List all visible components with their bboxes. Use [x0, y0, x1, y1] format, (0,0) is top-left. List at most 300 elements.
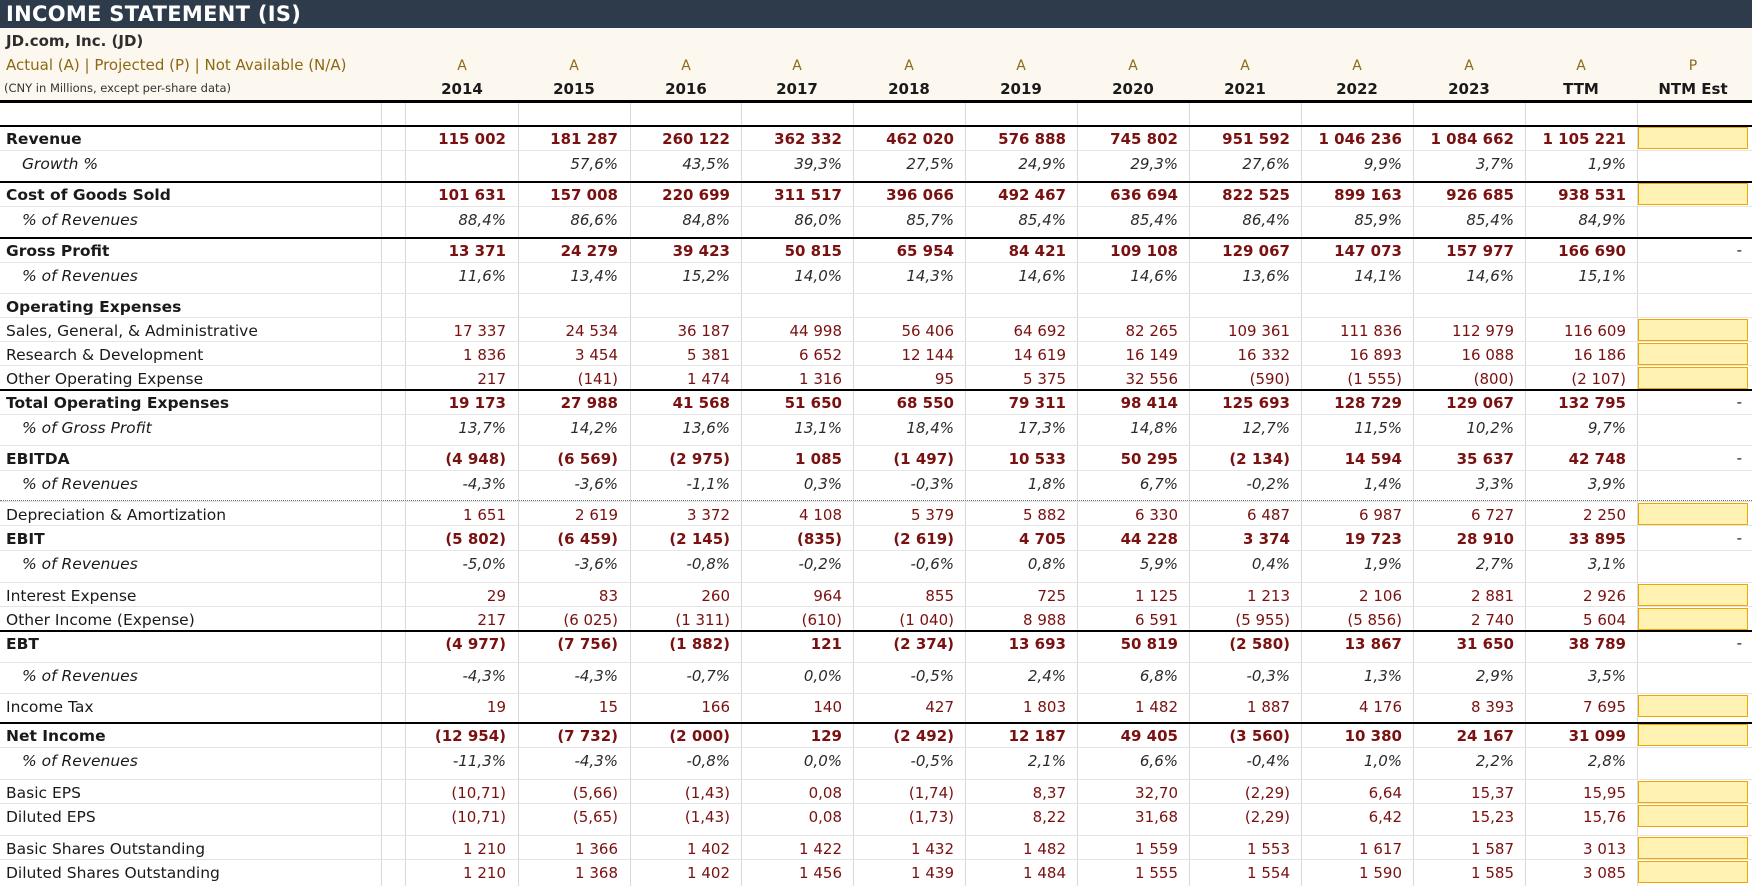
- table-cell[interactable]: (2 374): [893, 635, 954, 653]
- table-cell[interactable]: (610): [801, 611, 842, 629]
- table-cell[interactable]: 15,2%: [682, 267, 730, 285]
- table-cell[interactable]: (5 955): [1235, 611, 1290, 629]
- table-cell[interactable]: 3,1%: [1587, 555, 1626, 573]
- ntm-estimate-input[interactable]: [1638, 503, 1748, 525]
- table-cell[interactable]: 32 556: [1125, 370, 1178, 388]
- table-cell[interactable]: 3,3%: [1475, 475, 1514, 493]
- table-cell[interactable]: 14,6%: [1466, 267, 1514, 285]
- table-cell[interactable]: 65 954: [896, 242, 954, 260]
- table-cell[interactable]: 1 366: [575, 840, 618, 858]
- table-cell[interactable]: 85,7%: [906, 211, 954, 229]
- table-cell[interactable]: (6 569): [557, 450, 618, 468]
- table-cell[interactable]: 1 482: [1023, 840, 1066, 858]
- table-cell[interactable]: 44 998: [789, 322, 842, 340]
- table-cell[interactable]: 6,8%: [1139, 667, 1178, 685]
- table-cell[interactable]: 6,7%: [1139, 475, 1178, 493]
- table-cell[interactable]: 16 186: [1573, 346, 1626, 364]
- table-cell[interactable]: 964: [813, 587, 842, 605]
- table-cell[interactable]: 27,5%: [906, 155, 954, 173]
- table-cell[interactable]: 166: [701, 698, 730, 716]
- table-cell[interactable]: 24 534: [565, 322, 618, 340]
- table-cell[interactable]: (4 948): [445, 450, 506, 468]
- table-cell[interactable]: -0,2%: [798, 555, 842, 573]
- table-cell[interactable]: 49 405: [1120, 727, 1178, 745]
- table-cell[interactable]: -5,0%: [462, 555, 506, 573]
- table-cell[interactable]: 3,7%: [1475, 155, 1514, 173]
- table-cell[interactable]: 2 740: [1471, 611, 1514, 629]
- table-cell[interactable]: 7 695: [1583, 698, 1626, 716]
- table-cell[interactable]: 31 099: [1568, 727, 1626, 745]
- table-cell[interactable]: 1,9%: [1587, 155, 1626, 173]
- table-cell[interactable]: 15,23: [1471, 808, 1514, 826]
- table-cell[interactable]: 16 893: [1349, 346, 1402, 364]
- table-cell[interactable]: 86,4%: [1242, 211, 1290, 229]
- table-cell[interactable]: (10,71): [451, 808, 506, 826]
- table-cell[interactable]: 50 295: [1120, 450, 1178, 468]
- table-cell[interactable]: 56 406: [901, 322, 954, 340]
- table-cell[interactable]: 725: [1037, 587, 1066, 605]
- table-cell[interactable]: 1 617: [1359, 840, 1402, 858]
- table-cell[interactable]: 50 819: [1120, 635, 1178, 653]
- table-cell[interactable]: 6 330: [1135, 506, 1178, 524]
- table-cell[interactable]: 822 525: [1222, 186, 1290, 204]
- table-cell[interactable]: (2,29): [1244, 808, 1290, 826]
- table-cell[interactable]: -0,5%: [910, 752, 954, 770]
- table-cell[interactable]: 2,4%: [1027, 667, 1066, 685]
- table-cell[interactable]: 121: [810, 635, 842, 653]
- table-cell[interactable]: 15,76: [1583, 808, 1626, 826]
- table-cell[interactable]: 217: [477, 370, 506, 388]
- table-cell[interactable]: 24 167: [1456, 727, 1514, 745]
- table-cell[interactable]: 311 517: [774, 186, 842, 204]
- table-cell[interactable]: 50 815: [784, 242, 842, 260]
- table-cell[interactable]: 8,22: [1032, 808, 1066, 826]
- table-cell[interactable]: 6 987: [1359, 506, 1402, 524]
- table-cell[interactable]: 35 637: [1456, 450, 1514, 468]
- table-cell[interactable]: 1 803: [1023, 698, 1066, 716]
- table-cell[interactable]: -4,3%: [462, 475, 506, 493]
- table-cell[interactable]: 1 439: [911, 864, 954, 882]
- table-cell[interactable]: 10 380: [1344, 727, 1402, 745]
- table-cell[interactable]: 57,6%: [570, 155, 618, 173]
- table-cell[interactable]: 10,2%: [1466, 419, 1514, 437]
- table-cell[interactable]: 3 085: [1583, 864, 1626, 882]
- table-cell[interactable]: (5 856): [1347, 611, 1402, 629]
- table-cell[interactable]: 2,2%: [1475, 752, 1514, 770]
- table-cell[interactable]: 68 550: [896, 394, 954, 412]
- table-cell[interactable]: (2 492): [893, 727, 954, 745]
- ntm-estimate-input[interactable]: [1638, 367, 1748, 389]
- table-cell[interactable]: -3,6%: [574, 555, 618, 573]
- table-cell[interactable]: 1 432: [911, 840, 954, 858]
- table-cell[interactable]: 5 379: [911, 506, 954, 524]
- table-cell[interactable]: 1 836: [463, 346, 506, 364]
- table-cell[interactable]: 1 368: [575, 864, 618, 882]
- table-cell[interactable]: (4 977): [445, 635, 506, 653]
- table-cell[interactable]: 84,9%: [1578, 211, 1626, 229]
- table-cell[interactable]: 2 250: [1583, 506, 1626, 524]
- table-cell[interactable]: 0,0%: [803, 667, 842, 685]
- table-cell[interactable]: -11,3%: [452, 752, 506, 770]
- table-cell[interactable]: 101 631: [438, 186, 506, 204]
- table-cell[interactable]: 147 073: [1334, 242, 1402, 260]
- table-cell[interactable]: 1,3%: [1363, 667, 1402, 685]
- ntm-estimate-input[interactable]: [1638, 127, 1748, 149]
- table-cell[interactable]: 3 374: [1243, 530, 1290, 548]
- table-cell[interactable]: 98 414: [1120, 394, 1178, 412]
- table-cell[interactable]: 2 619: [575, 506, 618, 524]
- table-cell[interactable]: (1 311): [675, 611, 730, 629]
- table-cell[interactable]: (10,71): [451, 784, 506, 802]
- table-cell[interactable]: 951 592: [1222, 130, 1290, 148]
- table-cell[interactable]: 27 988: [560, 394, 618, 412]
- table-cell[interactable]: 13 371: [448, 242, 506, 260]
- table-cell[interactable]: 29: [486, 587, 506, 605]
- table-cell[interactable]: 6,6%: [1139, 752, 1178, 770]
- table-cell[interactable]: -0,6%: [910, 555, 954, 573]
- table-cell[interactable]: 16 088: [1461, 346, 1514, 364]
- ntm-estimate-input[interactable]: [1638, 695, 1748, 717]
- ntm-estimate-input[interactable]: [1638, 805, 1748, 827]
- ntm-estimate-input[interactable]: [1638, 781, 1748, 803]
- table-cell[interactable]: 82 265: [1125, 322, 1178, 340]
- table-cell[interactable]: 41 568: [672, 394, 730, 412]
- table-cell[interactable]: 3 372: [687, 506, 730, 524]
- table-cell[interactable]: 51 650: [784, 394, 842, 412]
- table-cell[interactable]: (1 555): [1347, 370, 1402, 388]
- table-cell[interactable]: 5 882: [1023, 506, 1066, 524]
- table-cell[interactable]: 64 692: [1013, 322, 1066, 340]
- table-cell[interactable]: 19 173: [448, 394, 506, 412]
- table-cell[interactable]: (6 025): [563, 611, 618, 629]
- table-cell[interactable]: 15,37: [1471, 784, 1514, 802]
- table-cell[interactable]: 39,3%: [794, 155, 842, 173]
- table-cell[interactable]: 13,6%: [682, 419, 730, 437]
- table-cell[interactable]: (800): [1473, 370, 1514, 388]
- table-cell[interactable]: 17 337: [453, 322, 506, 340]
- table-cell[interactable]: (1 497): [893, 450, 954, 468]
- table-cell[interactable]: 16 149: [1125, 346, 1178, 364]
- table-cell[interactable]: (1,43): [684, 784, 730, 802]
- table-cell[interactable]: 0,08: [808, 808, 842, 826]
- table-cell[interactable]: 12 144: [901, 346, 954, 364]
- table-cell[interactable]: 14,6%: [1018, 267, 1066, 285]
- table-cell[interactable]: 2,9%: [1475, 667, 1514, 685]
- table-cell[interactable]: (6 459): [557, 530, 618, 548]
- table-cell[interactable]: (2 107): [1571, 370, 1626, 388]
- table-cell[interactable]: 115 002: [438, 130, 506, 148]
- table-cell[interactable]: 85,4%: [1466, 211, 1514, 229]
- table-cell[interactable]: 3 454: [575, 346, 618, 364]
- table-cell[interactable]: 12 187: [1008, 727, 1066, 745]
- table-cell[interactable]: 86,6%: [570, 211, 618, 229]
- table-cell[interactable]: 15: [598, 698, 618, 716]
- table-cell[interactable]: 5 604: [1583, 611, 1626, 629]
- table-cell[interactable]: 39 423: [672, 242, 730, 260]
- table-cell[interactable]: 9,7%: [1587, 419, 1626, 437]
- table-cell[interactable]: (2 145): [669, 530, 730, 548]
- table-cell[interactable]: 1 316: [799, 370, 842, 388]
- table-cell[interactable]: 3,5%: [1587, 667, 1626, 685]
- table-cell[interactable]: -0,5%: [910, 667, 954, 685]
- table-cell[interactable]: 109 361: [1227, 322, 1290, 340]
- ntm-estimate-input[interactable]: [1638, 343, 1748, 365]
- table-cell[interactable]: 16 332: [1237, 346, 1290, 364]
- table-cell[interactable]: 13,1%: [794, 419, 842, 437]
- table-cell[interactable]: 11,6%: [458, 267, 506, 285]
- table-cell[interactable]: 6 727: [1471, 506, 1514, 524]
- table-cell[interactable]: 1 553: [1247, 840, 1290, 858]
- table-cell[interactable]: 31,68: [1135, 808, 1178, 826]
- table-cell[interactable]: 95: [934, 370, 954, 388]
- table-cell[interactable]: 5 375: [1023, 370, 1066, 388]
- table-cell[interactable]: 938 531: [1558, 186, 1626, 204]
- table-cell[interactable]: -1,1%: [686, 475, 730, 493]
- table-cell[interactable]: (5,65): [572, 808, 618, 826]
- table-cell[interactable]: (5,66): [572, 784, 618, 802]
- table-cell[interactable]: 19 723: [1344, 530, 1402, 548]
- table-cell[interactable]: 1 105 221: [1542, 130, 1626, 148]
- table-cell[interactable]: 79 311: [1008, 394, 1066, 412]
- table-cell[interactable]: 14 619: [1013, 346, 1066, 364]
- table-cell[interactable]: 0,4%: [1251, 555, 1290, 573]
- table-cell[interactable]: -0,8%: [686, 752, 730, 770]
- table-cell[interactable]: 129 067: [1222, 242, 1290, 260]
- table-cell[interactable]: 1,0%: [1363, 752, 1402, 770]
- table-cell[interactable]: 1 422: [799, 840, 842, 858]
- table-cell[interactable]: 12,7%: [1242, 419, 1290, 437]
- table-cell[interactable]: 132 795: [1558, 394, 1626, 412]
- table-cell[interactable]: 2,1%: [1027, 752, 1066, 770]
- table-cell[interactable]: 84,8%: [682, 211, 730, 229]
- table-cell[interactable]: 427: [925, 698, 954, 716]
- table-cell[interactable]: 14,6%: [1130, 267, 1178, 285]
- table-cell[interactable]: 116 609: [1563, 322, 1626, 340]
- table-cell[interactable]: 1 402: [687, 840, 730, 858]
- table-cell[interactable]: (835): [796, 530, 842, 548]
- table-cell[interactable]: 129 067: [1446, 394, 1514, 412]
- table-cell[interactable]: 1,8%: [1027, 475, 1066, 493]
- table-cell[interactable]: 2 106: [1359, 587, 1402, 605]
- table-cell[interactable]: 1,4%: [1363, 475, 1402, 493]
- table-cell[interactable]: 1 084 662: [1430, 130, 1514, 148]
- table-cell[interactable]: 29,3%: [1130, 155, 1178, 173]
- table-cell[interactable]: 2,7%: [1475, 555, 1514, 573]
- table-cell[interactable]: 6 591: [1135, 611, 1178, 629]
- table-cell[interactable]: (2 975): [669, 450, 730, 468]
- table-cell[interactable]: (1 882): [669, 635, 730, 653]
- table-cell[interactable]: 1 046 236: [1318, 130, 1402, 148]
- table-cell[interactable]: 8 393: [1471, 698, 1514, 716]
- table-cell[interactable]: -4,3%: [574, 667, 618, 685]
- ntm-estimate-input[interactable]: [1638, 319, 1748, 341]
- table-cell[interactable]: 128 729: [1334, 394, 1402, 412]
- table-cell[interactable]: (1,43): [684, 808, 730, 826]
- table-cell[interactable]: 24 279: [560, 242, 618, 260]
- table-cell[interactable]: 42 748: [1568, 450, 1626, 468]
- table-cell[interactable]: 18,4%: [906, 419, 954, 437]
- table-cell[interactable]: 745 802: [1110, 130, 1178, 148]
- table-cell[interactable]: 1 554: [1247, 864, 1290, 882]
- table-cell[interactable]: 181 287: [550, 130, 618, 148]
- table-cell[interactable]: -0,4%: [1246, 752, 1290, 770]
- table-cell[interactable]: 15,95: [1583, 784, 1626, 802]
- table-cell[interactable]: 6 487: [1247, 506, 1290, 524]
- table-cell[interactable]: 855: [925, 587, 954, 605]
- table-cell[interactable]: 260 122: [662, 130, 730, 148]
- table-cell[interactable]: 5 381: [687, 346, 730, 364]
- table-cell[interactable]: 1 555: [1135, 864, 1178, 882]
- table-cell[interactable]: 4 705: [1019, 530, 1066, 548]
- table-cell[interactable]: 14,0%: [794, 267, 842, 285]
- table-cell[interactable]: (590): [1249, 370, 1290, 388]
- table-cell[interactable]: 3 013: [1583, 840, 1626, 858]
- table-cell[interactable]: 1 482: [1135, 698, 1178, 716]
- table-cell[interactable]: 14,2%: [570, 419, 618, 437]
- table-cell[interactable]: 1 559: [1135, 840, 1178, 858]
- table-cell[interactable]: 0,08: [808, 784, 842, 802]
- table-cell[interactable]: 85,4%: [1018, 211, 1066, 229]
- table-cell[interactable]: (141): [577, 370, 618, 388]
- table-cell[interactable]: 14,1%: [1354, 267, 1402, 285]
- table-cell[interactable]: 43,5%: [682, 155, 730, 173]
- table-cell[interactable]: 1 590: [1359, 864, 1402, 882]
- table-cell[interactable]: 88,4%: [458, 211, 506, 229]
- table-cell[interactable]: 0,0%: [803, 752, 842, 770]
- table-cell[interactable]: (12 954): [434, 727, 506, 745]
- table-cell[interactable]: 44 228: [1120, 530, 1178, 548]
- table-cell[interactable]: -4,3%: [574, 752, 618, 770]
- ntm-estimate-input[interactable]: [1638, 183, 1748, 205]
- table-cell[interactable]: 27,6%: [1242, 155, 1290, 173]
- ntm-estimate-input[interactable]: [1638, 724, 1748, 746]
- table-cell[interactable]: 1 651: [463, 506, 506, 524]
- table-cell[interactable]: 5,9%: [1139, 555, 1178, 573]
- table-cell[interactable]: 1 484: [1023, 864, 1066, 882]
- ntm-estimate-input[interactable]: [1638, 608, 1748, 630]
- table-cell[interactable]: 1 474: [687, 370, 730, 388]
- ntm-estimate-input[interactable]: [1638, 584, 1748, 606]
- table-cell[interactable]: 15,1%: [1578, 267, 1626, 285]
- table-cell[interactable]: 112 979: [1451, 322, 1514, 340]
- table-cell[interactable]: 3,9%: [1587, 475, 1626, 493]
- table-cell[interactable]: 14,8%: [1130, 419, 1178, 437]
- table-cell[interactable]: 1 402: [687, 864, 730, 882]
- table-cell[interactable]: -0,3%: [1246, 667, 1290, 685]
- table-cell[interactable]: 362 332: [774, 130, 842, 148]
- table-cell[interactable]: 6,42: [1368, 808, 1402, 826]
- table-cell[interactable]: 0,3%: [803, 475, 842, 493]
- table-cell[interactable]: 13 693: [1008, 635, 1066, 653]
- table-cell[interactable]: 17,3%: [1018, 419, 1066, 437]
- table-cell[interactable]: 129: [810, 727, 842, 745]
- table-cell[interactable]: 111 836: [1339, 322, 1402, 340]
- table-cell[interactable]: 9,9%: [1363, 155, 1402, 173]
- table-cell[interactable]: 157 008: [550, 186, 618, 204]
- table-cell[interactable]: 19: [486, 698, 506, 716]
- table-cell[interactable]: 10 533: [1008, 450, 1066, 468]
- table-cell[interactable]: (1,74): [908, 784, 954, 802]
- table-cell[interactable]: 462 020: [886, 130, 954, 148]
- table-cell[interactable]: 899 163: [1334, 186, 1402, 204]
- table-cell[interactable]: 166 690: [1558, 242, 1626, 260]
- table-cell[interactable]: 1 887: [1247, 698, 1290, 716]
- table-cell[interactable]: 1 213: [1247, 587, 1290, 605]
- table-cell[interactable]: 13,7%: [458, 419, 506, 437]
- table-cell[interactable]: (5 802): [445, 530, 506, 548]
- table-cell[interactable]: 84 421: [1008, 242, 1066, 260]
- table-cell[interactable]: 38 789: [1568, 635, 1626, 653]
- table-cell[interactable]: 2,8%: [1587, 752, 1626, 770]
- table-cell[interactable]: 13,6%: [1242, 267, 1290, 285]
- table-cell[interactable]: 492 467: [998, 186, 1066, 204]
- table-cell[interactable]: 1 085: [795, 450, 842, 468]
- table-cell[interactable]: (1,73): [908, 808, 954, 826]
- table-cell[interactable]: 1 587: [1471, 840, 1514, 858]
- table-cell[interactable]: -0,8%: [686, 555, 730, 573]
- table-cell[interactable]: 1 125: [1135, 587, 1178, 605]
- table-cell[interactable]: 83: [598, 587, 618, 605]
- table-cell[interactable]: -4,3%: [462, 667, 506, 685]
- table-cell[interactable]: 13,4%: [570, 267, 618, 285]
- table-cell[interactable]: 1 585: [1471, 864, 1514, 882]
- table-cell[interactable]: 14 594: [1344, 450, 1402, 468]
- table-cell[interactable]: 220 699: [662, 186, 730, 204]
- table-cell[interactable]: 36 187: [677, 322, 730, 340]
- table-cell[interactable]: (2 000): [669, 727, 730, 745]
- table-cell[interactable]: 1 456: [799, 864, 842, 882]
- table-cell[interactable]: 6,64: [1368, 784, 1402, 802]
- table-cell[interactable]: (1 040): [899, 611, 954, 629]
- table-cell[interactable]: 11,5%: [1354, 419, 1402, 437]
- table-cell[interactable]: 0,8%: [1027, 555, 1066, 573]
- table-cell[interactable]: 140: [813, 698, 842, 716]
- table-cell[interactable]: 28 910: [1456, 530, 1514, 548]
- table-cell[interactable]: (2 134): [1229, 450, 1290, 468]
- table-cell[interactable]: 14,3%: [906, 267, 954, 285]
- table-cell[interactable]: 4 176: [1359, 698, 1402, 716]
- table-cell[interactable]: 576 888: [998, 130, 1066, 148]
- table-cell[interactable]: (7 732): [557, 727, 618, 745]
- table-cell[interactable]: 8 988: [1023, 611, 1066, 629]
- table-cell[interactable]: 260: [701, 587, 730, 605]
- table-cell[interactable]: 2 881: [1471, 587, 1514, 605]
- table-cell[interactable]: 85,9%: [1354, 211, 1402, 229]
- table-cell[interactable]: (7 756): [557, 635, 618, 653]
- table-cell[interactable]: 8,37: [1032, 784, 1066, 802]
- table-cell[interactable]: -0,3%: [910, 475, 954, 493]
- table-cell[interactable]: 636 694: [1110, 186, 1178, 204]
- table-cell[interactable]: -3,6%: [574, 475, 618, 493]
- table-cell[interactable]: (2,29): [1244, 784, 1290, 802]
- table-cell[interactable]: 217: [477, 611, 506, 629]
- table-cell[interactable]: (3 560): [1229, 727, 1290, 745]
- table-cell[interactable]: 2 926: [1583, 587, 1626, 605]
- table-cell[interactable]: 1 210: [463, 840, 506, 858]
- table-cell[interactable]: 86,0%: [794, 211, 842, 229]
- table-cell[interactable]: -0,2%: [1246, 475, 1290, 493]
- table-cell[interactable]: 32,70: [1135, 784, 1178, 802]
- table-cell[interactable]: (2 619): [893, 530, 954, 548]
- table-cell[interactable]: 33 895: [1568, 530, 1626, 548]
- table-cell[interactable]: 31 650: [1456, 635, 1514, 653]
- table-cell[interactable]: -0,7%: [686, 667, 730, 685]
- table-cell[interactable]: 85,4%: [1130, 211, 1178, 229]
- table-cell[interactable]: 396 066: [886, 186, 954, 204]
- table-cell[interactable]: 4 108: [799, 506, 842, 524]
- table-cell[interactable]: 24,9%: [1018, 155, 1066, 173]
- ntm-estimate-input[interactable]: [1638, 861, 1748, 883]
